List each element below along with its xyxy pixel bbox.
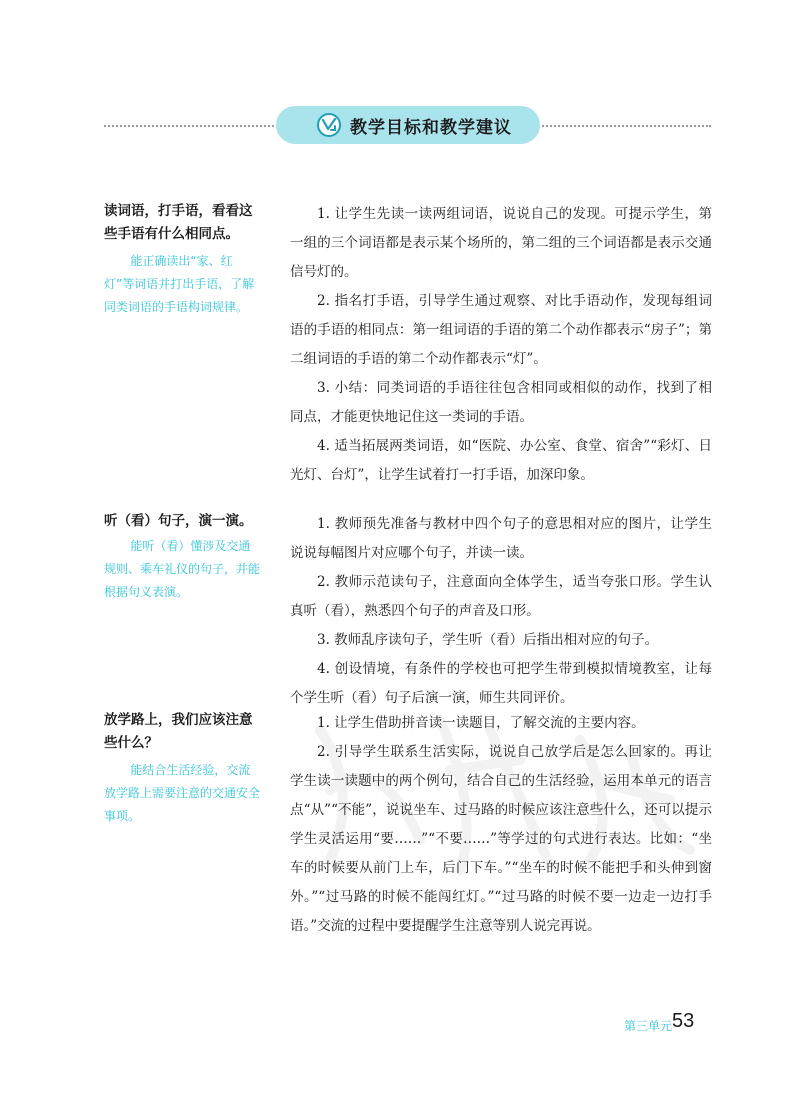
header-title: 教学目标和教学建议 (350, 118, 512, 138)
section-goal: 能结合生活经验，交流放学路上需要注意的交通安全事项。 (104, 763, 261, 823)
checkmark-arrow-icon (316, 112, 342, 138)
paragraph: 3. 教师乱序读句子，学生听（看）后指出相对应的句子。 (317, 632, 659, 648)
paragraph: 1. 教师预先准备与教材中四个句子的意思相对应的图片，让学生说说每幅图片对应哪个句子，并读一读。 (290, 516, 712, 561)
paragraph: 1. 让学生借助拼音读一读题目，了解交流的主要内容。 (317, 715, 645, 731)
unit-label: 第三单元 (624, 1019, 673, 1033)
paragraph: 4. 适当拓展两类词语，如“医院、办公室、食堂、宿舍”“彩灯、日光灯、台灯”，让学生试着打一打手语，加深印象。 (290, 438, 712, 483)
section-title: 放学路上，我们应该注意些什么？ (104, 712, 253, 751)
paragraph: 4. 创设情境，有条件的学校也可把学生带到模拟情境教室，让每个学生听（看）句子后演一演，师生共同评价。 (290, 661, 712, 706)
section-body (290, 200, 712, 490)
paragraph: 2. 引导学生联系生活实际，说说自己放学后是怎么回家的。再让学生读一读题中的两个例句，结合自己的生活经验，运用本单元的语言点“从”“不能”，说说坐车、过马路的时候应该注意些什么，还可以提示学生灵活运用“要……”“不要……”等学过的句式进行表达。比如：“坐车的时候要从前门上车，后门下车。”“坐车的时候不能把手和头伸到窗外。”“过马路的时候不能闯红灯。”“过马路的时候不要一边走一边打手语。”交流的过程中要提醒学生注意等别人说完再说。 (290, 744, 712, 934)
header-divider-left (104, 125, 282, 127)
section-goal: 能听（看）懂涉及交通规则、乘车礼仪的句子，并能根据句义表演。 (104, 539, 261, 599)
page-number: 53 (672, 1010, 695, 1032)
section-title: 听（看）句子，演一演。 (104, 513, 253, 529)
section-header-banner (276, 106, 540, 144)
paragraph: 1. 让学生先读一读两组词语，说说自己的发现。可提示学生，第一组的三个词语都是表示某个场所的，第二组的三个词语都是表示交通信号灯的。 (290, 206, 712, 280)
section-body (290, 510, 712, 713)
header-divider-right (535, 125, 711, 127)
paragraph: 2. 教师示范读句子，注意面向全体学生，适当夸张口形。学生认真听（看），熟悉四个句子的声音及口形。 (290, 574, 712, 619)
section-body (290, 709, 712, 941)
paragraph: 3. 小结：同类词语的手语往往包含相同或相似的动作，找到了相同点，才能更快地记住这一类词的手语。 (290, 380, 712, 425)
section-title: 读词语，打手语，看看这些手语有什么相同点。 (104, 203, 253, 242)
paragraph: 2. 指名打手语，引导学生通过观察、对比手语动作，发现每组词语的手语的相同点：第一组词语的手语的第二个动作都表示“房子”；第二组词语的手语的第二个动作都表示“灯”。 (290, 293, 712, 367)
section-goal: 能正确读出“家、红灯”等词语并打出手语，了解同类词语的手语构词规律。 (104, 254, 255, 314)
